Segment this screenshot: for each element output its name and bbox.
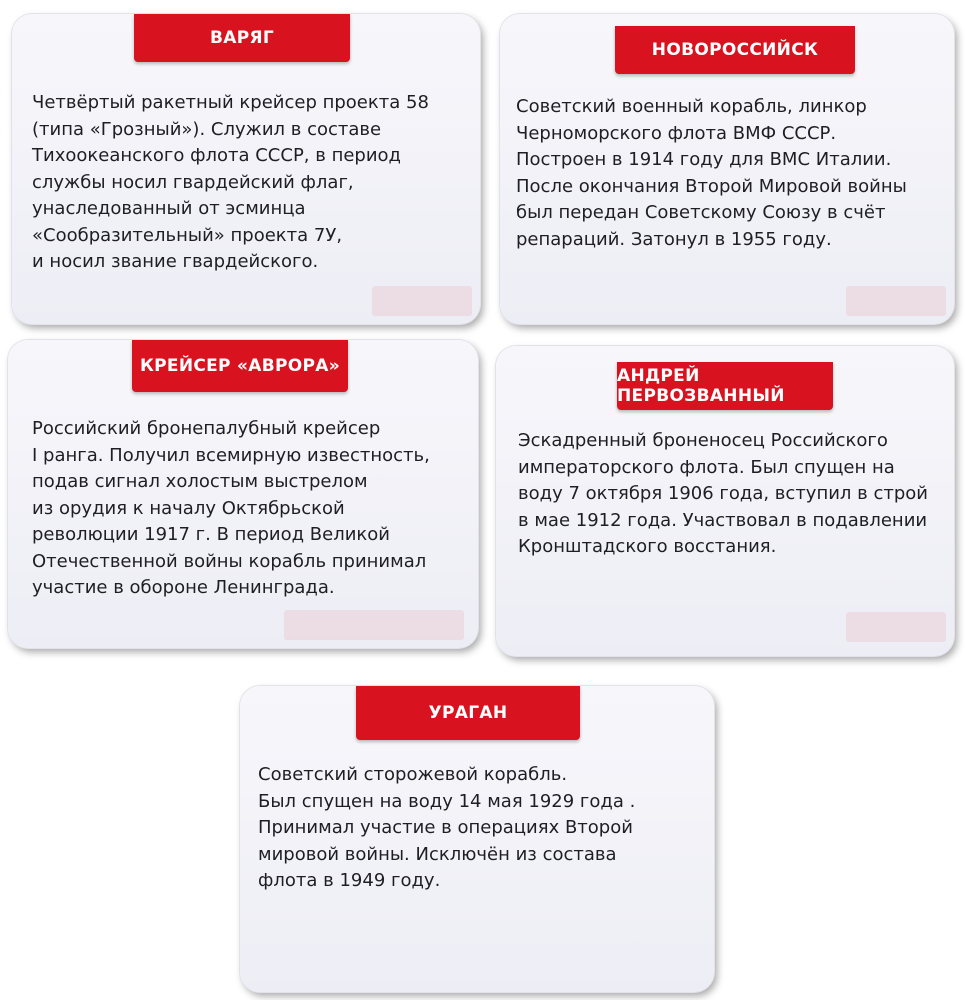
faint-print-mark bbox=[284, 610, 464, 640]
card-andrey-pervozvanny bbox=[496, 346, 954, 656]
card-title-tag: УРАГАН bbox=[356, 686, 580, 740]
card-description: Российский бронепалубный крейсер I ранга. Получил всемирную известность, подав сигнал холостым выстрелом из орудия к началу Октябрьской революции 1917 г. В период Великой Отечественной войны корабль принимал участие в обороне Ленинграда. bbox=[32, 418, 430, 598]
card-description: Четвёртый ракетный крейсер проекта 58 (типа «Грозный»). Служил в составе Тихоокеанского флота СССР, в период службы носил гвардейский флаг, унаследованный от эсминца «Сообразительный» проекта 7У, и носил звание гвардейского. bbox=[32, 92, 429, 272]
faint-print-mark bbox=[846, 286, 946, 316]
card-description: Эскадренный броненосец Российского императорского флота. Был спущен на воду 7 октября 1906 года, вступил в строй в мае 1912 года. Участвовал в подавлении Кронштадского восстания. bbox=[518, 430, 928, 557]
faint-print-mark bbox=[372, 286, 472, 316]
card-title-tag: АНДРЕЙ ПЕРВОЗВАННЫЙ bbox=[617, 362, 833, 410]
faint-print-mark bbox=[846, 612, 946, 642]
card-varyag bbox=[12, 14, 480, 324]
card-avrora bbox=[8, 340, 478, 648]
card-title-tag: ВАРЯГ bbox=[134, 14, 350, 62]
card-description: Советский военный корабль, линкор Черноморского флота ВМФ СССР. Построен в 1914 году для ВМС Италии. После окончания Второй Мировой войны был передан Советскому Союзу в счёт репараций. Затонул в 1955 году. bbox=[516, 96, 907, 250]
card-title-tag: КРЕЙСЕР «АВРОРА» bbox=[132, 340, 348, 392]
card-title-tag: НОВОРОССИЙСК bbox=[615, 26, 855, 74]
card-uragan bbox=[240, 686, 714, 992]
card-novorossiysk bbox=[500, 14, 954, 324]
card-description: Советский сторожевой корабль. Был спущен на воду 14 мая 1929 года . Принимал участие в операциях Второй мировой войны. Исключён из состава флота в 1949 году. bbox=[258, 764, 636, 891]
